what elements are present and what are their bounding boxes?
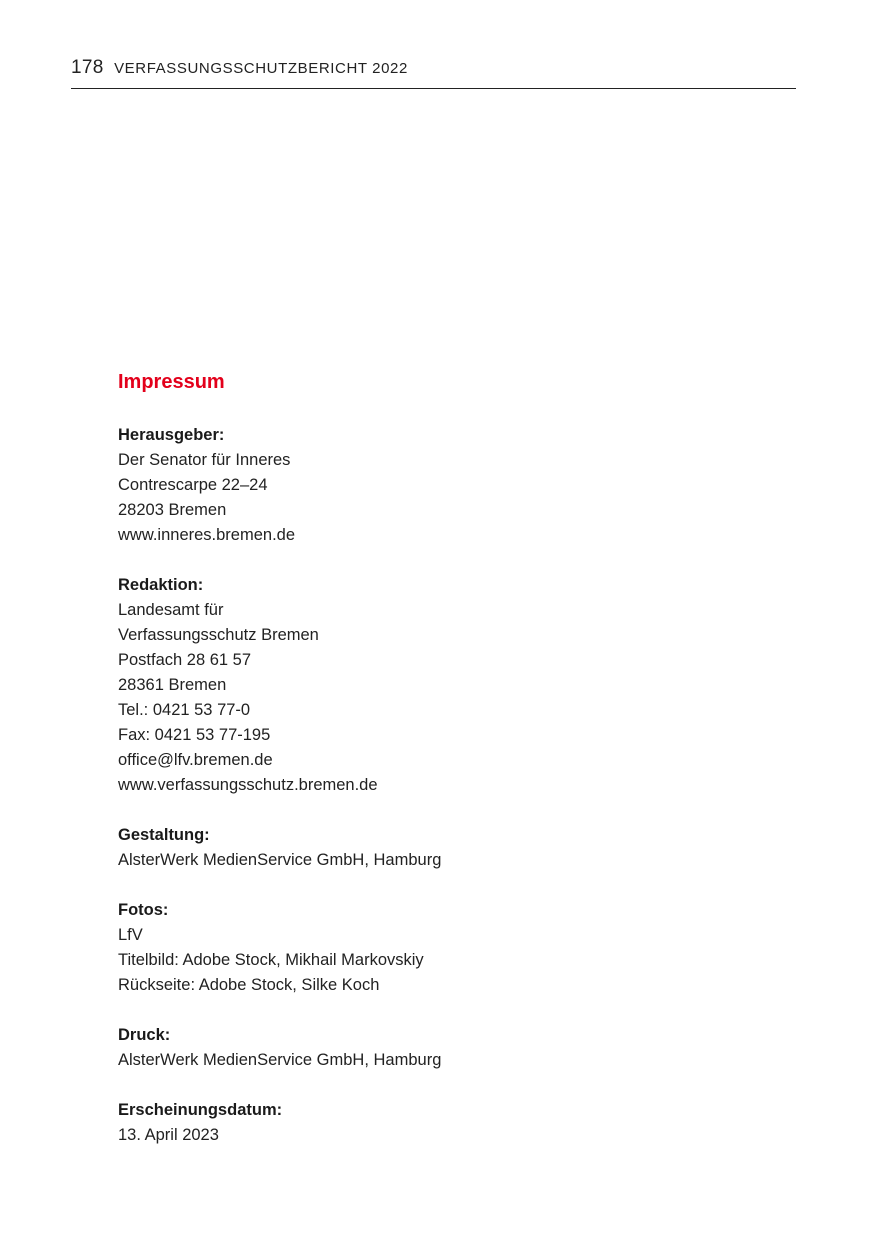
running-header — [71, 57, 796, 89]
section-redaktion — [118, 573, 718, 798]
section-heading: Redaktion: — [118, 576, 204, 594]
editor-po-box: Postfach 28 61 57 — [118, 651, 252, 669]
editor-fax: Fax: 0421 53 77-195 — [118, 726, 271, 744]
editor-city: 28361 Bremen — [118, 676, 227, 694]
editor-name-line-2: Verfassungsschutz Bremen — [118, 626, 319, 644]
publisher-website: www.inneres.bremen.de — [118, 526, 296, 544]
print-company: AlsterWerk MedienService GmbH, Hamburg — [118, 1051, 442, 1069]
section-heading: Erscheinungsdatum: — [118, 1101, 283, 1119]
impressum-title: Impressum — [118, 371, 225, 393]
section-heading: Druck: — [118, 1026, 171, 1044]
section-heading: Herausgeber: — [118, 426, 225, 444]
section-heading: Fotos: — [118, 901, 169, 919]
section-druck — [118, 1023, 718, 1073]
section-herausgeber — [118, 423, 718, 548]
editor-name-line-1: Landesamt für — [118, 601, 224, 619]
photo-credit-3: Rückseite: Adobe Stock, Silke Koch — [118, 976, 380, 994]
publisher-city: 28203 Bremen — [118, 501, 227, 519]
photo-credit-1: LfV — [118, 926, 143, 944]
publisher-street: Contrescarpe 22–24 — [118, 476, 268, 494]
photo-credit-2: Titelbild: Adobe Stock, Mikhail Markovskiy — [118, 951, 424, 969]
editor-phone: Tel.: 0421 53 77-0 — [118, 701, 251, 719]
section-erscheinungsdatum — [118, 1098, 718, 1148]
running-title: VERFASSUNGSSCHUTZBERICHT 2022 — [114, 60, 408, 77]
page-number: 178 — [71, 57, 104, 78]
editor-website: www.verfassungsschutz.bremen.de — [118, 776, 378, 794]
section-gestaltung — [118, 823, 718, 873]
design-company: AlsterWerk MedienService GmbH, Hamburg — [118, 851, 442, 869]
editor-email: office@lfv.bremen.de — [118, 751, 273, 769]
section-fotos — [118, 898, 718, 998]
section-heading: Gestaltung: — [118, 826, 210, 844]
publication-date: 13. April 2023 — [118, 1126, 219, 1144]
publisher-name: Der Senator für Inneres — [118, 451, 291, 469]
impressum-block — [118, 368, 718, 1173]
